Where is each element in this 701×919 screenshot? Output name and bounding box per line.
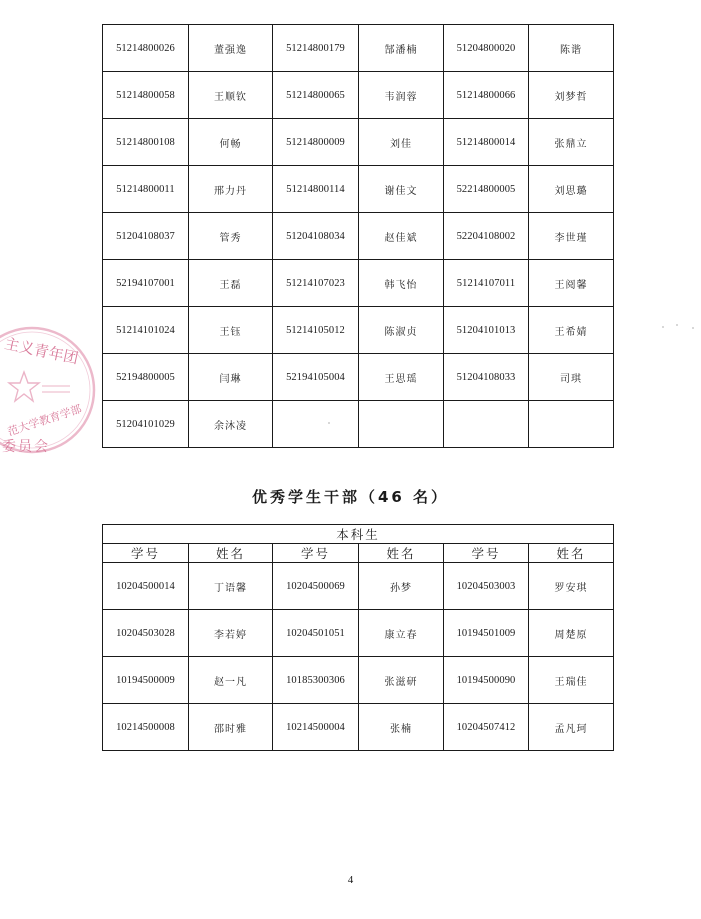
table-row bbox=[103, 119, 614, 166]
student-name: 王顺钦 bbox=[189, 72, 273, 119]
table-row bbox=[103, 213, 614, 260]
student-id: 52194107001 bbox=[103, 260, 189, 307]
seal-text-upper: 主义青年团 bbox=[2, 334, 80, 368]
student-name: 郜潘楠 bbox=[359, 25, 444, 72]
award-list-table-continued bbox=[102, 24, 614, 448]
student-id: 51214800009 bbox=[273, 119, 359, 166]
student-name: 孟凡珂 bbox=[529, 704, 614, 751]
student-id: 52214800005 bbox=[444, 166, 529, 213]
column-header: 学号 bbox=[444, 544, 529, 563]
column-header: 学号 bbox=[273, 544, 359, 563]
table-row bbox=[103, 401, 614, 448]
student-name: 罗安琪 bbox=[529, 563, 614, 610]
student-id: 52194105004 bbox=[273, 354, 359, 401]
student-name: 王阅馨 bbox=[529, 260, 614, 307]
student-name: 闫琳 bbox=[189, 354, 273, 401]
column-header: 姓名 bbox=[359, 544, 444, 563]
scan-speck bbox=[692, 327, 694, 329]
page-number: 4 bbox=[347, 874, 354, 886]
table-row bbox=[103, 25, 614, 72]
student-id: 10214500004 bbox=[273, 704, 359, 751]
student-id: 51204101029 bbox=[103, 401, 189, 448]
student-id: 51214800179 bbox=[273, 25, 359, 72]
student-id: 10214500008 bbox=[103, 704, 189, 751]
student-id: 51214107023 bbox=[273, 260, 359, 307]
student-id: 10194501009 bbox=[444, 610, 529, 657]
student-id: 51214800108 bbox=[103, 119, 189, 166]
column-header: 姓名 bbox=[189, 544, 273, 563]
student-name: 刘思璐 bbox=[529, 166, 614, 213]
student-id: 51214800026 bbox=[103, 25, 189, 72]
student-name: 何畅 bbox=[189, 119, 273, 166]
seal-text-middle: 范大学教育学部 bbox=[6, 402, 84, 439]
student-name: 赵一凡 bbox=[189, 657, 273, 704]
student-id: 10204501051 bbox=[273, 610, 359, 657]
student-id: 51204108037 bbox=[103, 213, 189, 260]
column-header: 姓名 bbox=[529, 544, 614, 563]
student-id: 51214101024 bbox=[103, 307, 189, 354]
student-name: 周楚原 bbox=[529, 610, 614, 657]
student-name: 王思瑶 bbox=[359, 354, 444, 401]
student-name: 余沐凌 bbox=[189, 401, 273, 448]
student-id: 51214800065 bbox=[273, 72, 359, 119]
student-id: 52194800005 bbox=[103, 354, 189, 401]
table-row bbox=[103, 166, 614, 213]
group-header: 本科生 bbox=[103, 525, 614, 544]
student-name: 王钰 bbox=[189, 307, 273, 354]
student-id: 51214800058 bbox=[103, 72, 189, 119]
column-header-row bbox=[103, 544, 614, 563]
student-name: 张鼎立 bbox=[529, 119, 614, 166]
student-name: 张滋研 bbox=[359, 657, 444, 704]
star-icon bbox=[9, 372, 39, 401]
group-header-row bbox=[103, 525, 614, 544]
seal-text-lower: 委员会 bbox=[2, 439, 50, 455]
student-name: 刘梦哲 bbox=[529, 72, 614, 119]
student-name: 康立春 bbox=[359, 610, 444, 657]
student-id: 51204108034 bbox=[273, 213, 359, 260]
student-id: 51204108033 bbox=[444, 354, 529, 401]
student-name: 谢佳文 bbox=[359, 166, 444, 213]
empty-cell bbox=[359, 401, 444, 448]
student-name: 张楠 bbox=[359, 704, 444, 751]
student-id: 52204108002 bbox=[444, 213, 529, 260]
student-name: 陈淑贞 bbox=[359, 307, 444, 354]
student-name: 王瑞佳 bbox=[529, 657, 614, 704]
student-id: 51204101013 bbox=[444, 307, 529, 354]
table-row bbox=[103, 260, 614, 307]
student-id: 10204507412 bbox=[444, 704, 529, 751]
student-name: 李若婷 bbox=[189, 610, 273, 657]
student-id: 51214105012 bbox=[273, 307, 359, 354]
table-row bbox=[103, 354, 614, 401]
student-name: 孙梦 bbox=[359, 563, 444, 610]
student-id: 51214800014 bbox=[444, 119, 529, 166]
student-name: 王希婧 bbox=[529, 307, 614, 354]
student-name: 管秀 bbox=[189, 213, 273, 260]
student-name: 司琪 bbox=[529, 354, 614, 401]
student-name: 陈谐 bbox=[529, 25, 614, 72]
student-name: 董强逸 bbox=[189, 25, 273, 72]
empty-cell bbox=[529, 401, 614, 448]
student-id: 10204503003 bbox=[444, 563, 529, 610]
student-name: 丁语馨 bbox=[189, 563, 273, 610]
empty-cell bbox=[273, 401, 359, 448]
table-row bbox=[103, 610, 614, 657]
student-id: 10194500090 bbox=[444, 657, 529, 704]
student-id: 10194500009 bbox=[103, 657, 189, 704]
student-id: 10204500069 bbox=[273, 563, 359, 610]
student-id: 10185300306 bbox=[273, 657, 359, 704]
table-row bbox=[103, 307, 614, 354]
scan-speck bbox=[676, 324, 678, 326]
scan-speck bbox=[662, 326, 664, 328]
column-header: 学号 bbox=[103, 544, 189, 563]
student-id: 10204503028 bbox=[103, 610, 189, 657]
student-id: 10204500014 bbox=[103, 563, 189, 610]
table-row bbox=[103, 657, 614, 704]
student-name: 王磊 bbox=[189, 260, 273, 307]
student-id: 51214107011 bbox=[444, 260, 529, 307]
student-name: 刘佳 bbox=[359, 119, 444, 166]
student-id: 51214800114 bbox=[273, 166, 359, 213]
student-name: 邵时雅 bbox=[189, 704, 273, 751]
empty-cell bbox=[444, 401, 529, 448]
section-title: 优秀学生干部（46 名） bbox=[251, 488, 450, 506]
outstanding-cadres-table bbox=[102, 524, 614, 751]
table-row bbox=[103, 72, 614, 119]
scan-speck bbox=[328, 422, 330, 424]
table-row bbox=[103, 563, 614, 610]
student-id: 51204800020 bbox=[444, 25, 529, 72]
student-name: 韦润蓉 bbox=[359, 72, 444, 119]
table-row bbox=[103, 704, 614, 751]
student-name: 邢力丹 bbox=[189, 166, 273, 213]
student-id: 51214800066 bbox=[444, 72, 529, 119]
student-name: 李世瑾 bbox=[529, 213, 614, 260]
student-name: 韩飞怡 bbox=[359, 260, 444, 307]
student-name: 赵佳斌 bbox=[359, 213, 444, 260]
student-id: 51214800011 bbox=[103, 166, 189, 213]
